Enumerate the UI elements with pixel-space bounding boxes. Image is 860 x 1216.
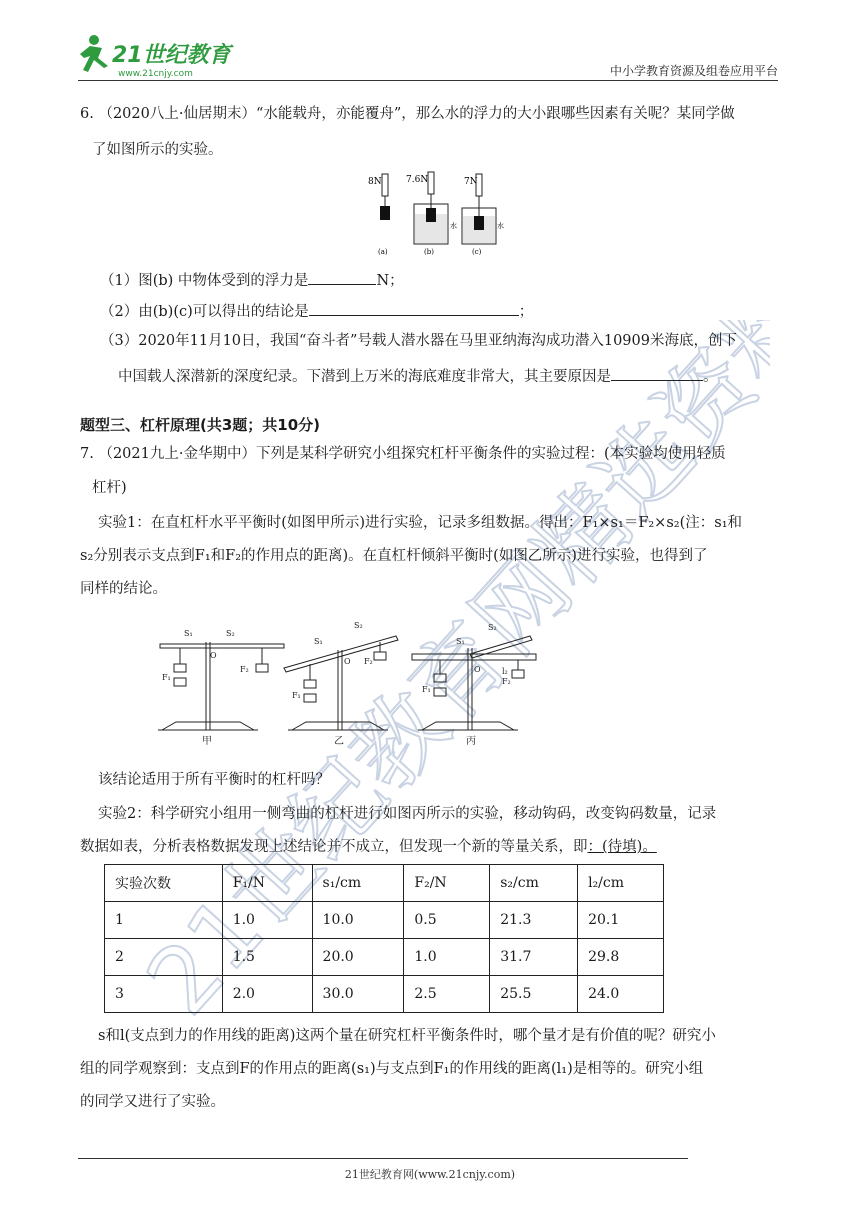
lever-figure-yi [284,636,398,730]
logo-url: www.21cnjy.com [118,69,193,79]
table-cell: 3 [105,976,223,1013]
svg-text:O: O [474,665,481,674]
svg-text:S₁: S₁ [456,637,465,646]
svg-text:O: O [344,657,351,666]
svg-text:S₁: S₁ [184,629,193,638]
table-header-row [105,865,664,902]
table-header-cell: s₂/cm [490,865,578,902]
table-cell: 2.0 [222,976,312,1013]
q6-stem-line2: 了如图所示的实验。 [92,142,223,158]
svg-text:21世纪教育网精选资料: 21世纪教育网精选资料 [130,320,770,1035]
q7-after-line2: 组的同学观察到：支点到F的作用点的距离(s₁)与支点到F₁的作用线的距离(l₁)是相等的。研究小组 [80,1061,704,1077]
q7-stem-line2: 杠杆) [92,480,127,496]
q6-part3-line1: （3）2020年11月10日，我国“奋斗者”号载人潜水器在马里亚纳海沟成功潜入10909米海底，创下 [100,333,737,349]
q6-fig-caption-c: (c) [472,248,482,256]
q6-part3-tail: 。 [703,369,718,385]
table-cell: 1 [105,902,223,939]
q7-exp1-line2: s₂分别表示支点到F₁和F₂的作用点的距离)。在直杠杆倾斜平衡时(如图乙所示)进行实验，也得到了 [80,548,708,564]
q6-part2 [100,299,533,322]
q6-fig-label-a: 8N [368,177,382,187]
q7-exp1-line1: 实验1：在直杠杆水平平衡时(如图甲所示)进行实验，记录多组数据。得出：F₁×s₁＝F₂×s₂(注：s₁和 [98,515,743,531]
q6-part1-blank [308,268,376,285]
section-title: 题型三、杠杆原理(共3题；共10分) [80,416,321,434]
q6-fig-caption-a: (a) [378,248,388,256]
q6-part3-line2 [118,364,718,387]
q6-part3-blank [611,364,703,381]
table-cell: 10.0 [312,902,404,939]
table-cell: 1.0 [222,902,312,939]
q7-exp2-line1: 实验2：科学研究小组用一侧弯曲的杠杆进行如图丙所示的实验，移动钩码，改变钩码数量，记录 [98,806,717,822]
q7-stem-line1: 7. （2021九上·金华期中）下列是某科学研究小组探究杠杆平衡条件的实验过程：(本实验均使用轻质 [80,446,726,462]
caption-jia: 甲 [202,736,212,747]
q6-part1-tail: N； [376,273,404,289]
table-header-cell: F₁/N [222,865,312,902]
footer-text: 21世纪教育网(www.21cnjy.com) [344,1168,516,1181]
q7-after-line1: s和l(支点到力的作用线的距离)这两个量在研究杠杆平衡条件时，哪个量才是有价值的呢？研究小 [98,1028,716,1044]
table-cell: 20.1 [578,902,664,939]
footer-divider [78,1158,688,1159]
table-header-cell: F₂/N [404,865,490,902]
q6-part1-text: （1）图(b) 中物体受到的浮力是 [100,273,309,289]
table-cell: 29.8 [578,939,664,976]
runner-icon [80,35,108,72]
q6-part3-text: 中国载人深潜新的深度纪录。下潜到上万米的海底难度非常大，其主要原因是 [118,369,611,385]
svg-text:F₂: F₂ [240,665,249,674]
svg-text:S₂: S₂ [354,621,363,630]
svg-text:F₂: F₂ [502,677,511,686]
table-row [105,976,664,1013]
site-logo [72,32,242,80]
table-cell: 2.5 [404,976,490,1013]
table-cell: 1.5 [222,939,312,976]
q6-part2-blank [309,299,519,316]
lever-figure-jia [158,642,284,730]
table-cell: 30.0 [312,976,404,1013]
svg-text:S₂: S₂ [226,629,235,638]
q7-exp2-fill: ：(待填)。 [587,839,657,855]
q6-stem-line1: 6. （2020八上·仙居期末）“水能载舟，亦能覆舟”，那么水的浮力的大小跟哪些因素有关呢？某同学做 [80,106,735,122]
q7-exp1-line3: 同样的结论。 [80,581,167,597]
caption-yi: 乙 [334,736,344,747]
logo-text: 21世纪教育 [112,43,231,68]
table-row [105,939,664,976]
svg-text:S₂: S₂ [488,623,497,632]
table-row [105,902,664,939]
q6-fig-label-b: 7.6N [406,175,429,185]
table-cell: 24.0 [578,976,664,1013]
q7-exp2-text: 数据如表，分析表格数据发现上述结论并不成立，但发现一个新的等量关系，即 [80,839,588,855]
svg-text:F₁: F₁ [422,685,431,694]
table-header-cell: l₂/cm [578,865,664,902]
q7-figure [140,618,540,748]
header-divider [78,80,778,81]
caption-bing: 丙 [466,736,476,747]
svg-text:S₁: S₁ [314,637,323,646]
svg-text:F₁: F₁ [162,673,171,682]
q6-part2-tail: ； [518,304,534,320]
q6-figure [366,170,506,260]
table-header-cell: 实验次数 [105,865,223,902]
q7-exp2-line2 [80,837,677,857]
q6-fig-water-b: 水 [450,222,457,230]
table-cell: 25.5 [490,976,578,1013]
q7-question: 该结论适用于所有平衡时的杠杆吗？ [98,772,330,788]
table-cell: 20.0 [312,939,404,976]
table-cell: 2 [105,939,223,976]
q6-fig-label-c: 7N [464,177,478,187]
q7-after-line3: 的同学又进行了实验。 [80,1094,225,1110]
table-header-cell: s₁/cm [312,865,404,902]
svg-text:l₂: l₂ [502,667,508,676]
table-cell: 21.3 [490,902,578,939]
q6-part2-text: （2）由(b)(c)可以得出的结论是 [100,304,309,320]
q6-fig-caption-b: (b) [424,248,434,256]
table-cell: 1.0 [404,939,490,976]
svg-text:F₂: F₂ [364,657,373,666]
q6-fig-water-c: 水 [497,222,504,230]
svg-text:O: O [210,651,217,660]
platform-name: 中小学教育资源及组卷应用平台 [609,64,778,78]
q7-data-table [104,864,664,1013]
svg-text:F₁: F₁ [292,691,301,700]
table-cell: 31.7 [490,939,578,976]
q6-part1 [100,268,404,291]
table-cell: 0.5 [404,902,490,939]
lever-figure-bing [412,636,536,730]
